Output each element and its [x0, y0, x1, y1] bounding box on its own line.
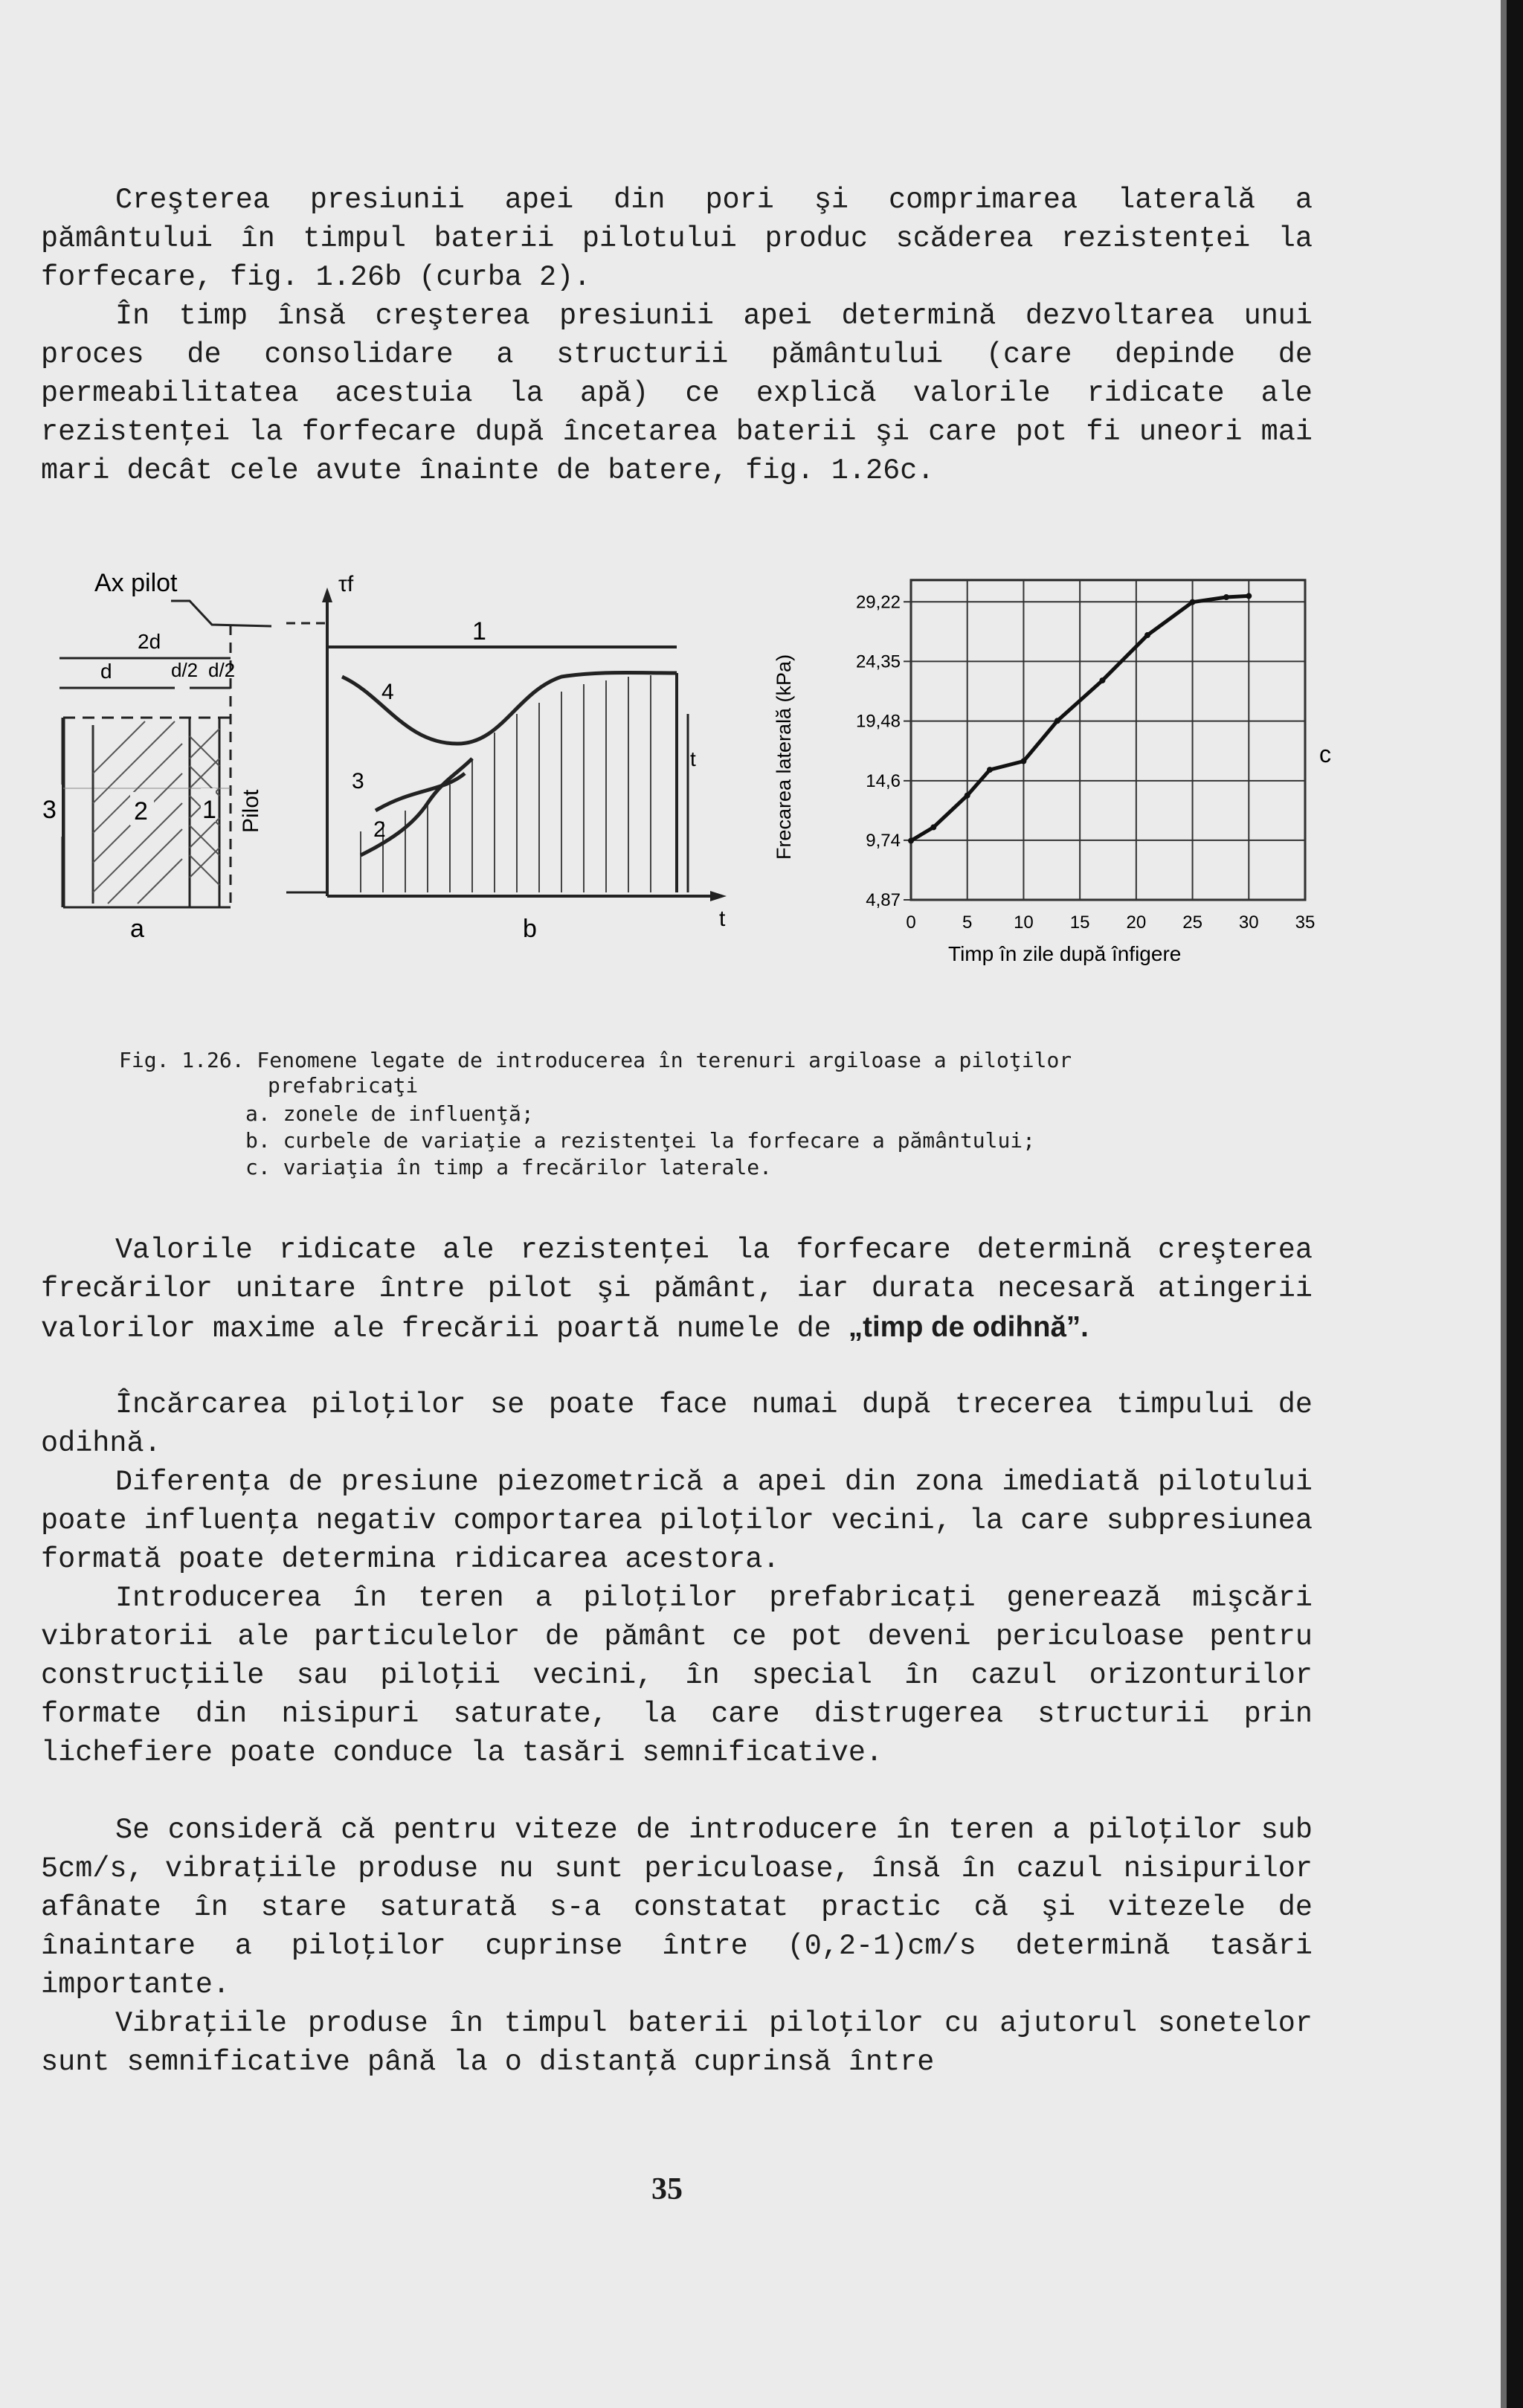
- data-point: [1054, 718, 1060, 724]
- zone-2-label: 2: [134, 797, 148, 825]
- data-point: [930, 824, 936, 830]
- caption-title-cont: prefabricaţi: [268, 1073, 419, 1098]
- data-point: [1144, 632, 1150, 638]
- x-tick-label: 5: [962, 912, 973, 933]
- y-tick-label: 9,74: [866, 830, 901, 851]
- data-point: [1020, 759, 1026, 764]
- y-tick-label: 29,22: [855, 592, 901, 613]
- panel-c-label: c: [1319, 741, 1331, 767]
- y-tick-label: 14,6: [866, 770, 901, 791]
- dim-2d: 2d: [138, 630, 161, 653]
- paragraph-3-text: Valorile ridicate ale rezistenţei la forfecare determină creşterea frecărilor unitare între pilot şi pământ, iar durata necesară atingerii valorilor maxime ale frecării poartă numele de: [41, 1234, 1313, 1345]
- paragraph-1: Creşterea presiunii apei din pori şi comprimarea laterală a pământului în timpul baterii pilotului produc scăderea rezistenţei la forfecare, fig. 1.26b (curba 2).: [41, 184, 1313, 294]
- paragraph-2: În timp însă creşterea presiunii apei determină dezvoltarea unui proces de consolidare a structurii pământului (care depinde de permeabilitatea acestuia la apă) ce explică valorile ridicate ale rezistenţei la forfecare după încetarea baterii şi care pot fi uneori mai mari decât cele avute înainte de batere, fig. 1.26c.: [41, 300, 1313, 487]
- x-tick-label: 10: [1014, 912, 1034, 933]
- figure-c-chart: [773, 580, 1331, 965]
- x-tick-label: 30: [1238, 912, 1259, 933]
- page-edge-shadow: [1501, 0, 1507, 2408]
- y-tick-label: 24,35: [855, 651, 901, 672]
- curve-1-label: 1: [472, 617, 486, 646]
- paragraph-5: Diferenţa de presiune piezometrică a apei din zona imediată pilotului poate influenţa negativ comportarea piloţilor vecini, la care subpresiunea formată poate determina ridicarea acestora.: [41, 1466, 1313, 1576]
- page-edge-border: [1507, 0, 1523, 2408]
- paragraph-3: [41, 1231, 1313, 1348]
- data-point: [1190, 599, 1196, 605]
- axis-pilot-label: Ax pilot: [94, 569, 178, 597]
- x-axis-label: Timp în zile după înfigere: [948, 942, 1182, 965]
- plot-frame: [911, 580, 1305, 900]
- data-point: [1099, 677, 1105, 683]
- page-number: 35: [651, 2172, 683, 2206]
- paragraph-4: Încărcarea piloţilor se poate face numai după trecerea timpului de odihnă.: [41, 1388, 1313, 1460]
- curve-3-label: 3: [352, 769, 364, 793]
- curve-4-label: 4: [381, 680, 394, 704]
- data-point: [908, 838, 914, 844]
- panel-b-label: b: [523, 915, 537, 943]
- x-tick-label: 15: [1069, 912, 1090, 933]
- figure-a-influence-zones: [41, 569, 271, 943]
- y-tick-label: 4,87: [866, 890, 901, 910]
- zone-3-label: 3: [42, 796, 57, 824]
- dim-d2b: d/2: [208, 659, 236, 681]
- pilot-label: Pilot: [239, 789, 263, 833]
- y-axis-label: Frecarea laterală (kPa): [773, 654, 795, 860]
- paragraph-7: Se consideră că pentru viteze de introducere în teren a piloţilor sub 5cm/s, vibraţiile produse nu sunt periculoase, însă în cazul nisipurilor afânate în stare saturată s-a constatat practic că şi vitezele de înaintare a piloţilor cuprinse între (0,2-1)cm/s determină tasări importante.: [41, 1814, 1313, 2001]
- x-tick-label: 25: [1182, 912, 1202, 933]
- panel-a-label: a: [130, 915, 144, 943]
- x-tick-label: 35: [1295, 912, 1316, 933]
- paragraph-6: Introducerea în teren a piloţilor prefabricaţi generează mişcări vibratorii ale particulelor de pământ ce pot deveni periculoase pentru construcţiile sau piloţii vecini, în special în cazul orizonturilor formate din nisipuri saturate, la care distrugerea structurii prin lichefiere poate conduce la tasări semnificative.: [41, 1582, 1313, 1769]
- x-tick-label: 0: [906, 912, 916, 933]
- figure-1-26: [41, 565, 1335, 982]
- t-axis-label: t: [719, 907, 726, 931]
- data-point: [1246, 593, 1252, 599]
- caption-item-a: a. zonele de influenţă;: [245, 1101, 534, 1126]
- y-tick-label: 19,48: [855, 711, 901, 732]
- dim-d: d: [100, 660, 112, 683]
- data-point: [1223, 594, 1229, 600]
- curve-2-label: 2: [373, 817, 386, 842]
- caption-title: Fig. 1.26. Fenomene legate de introducerea în terenuri argiloase a piloţilor: [119, 1048, 1072, 1072]
- data-point: [987, 767, 993, 773]
- figure-b-shear-strength-curves: [286, 572, 727, 943]
- data-point: [965, 793, 970, 799]
- zone-1-label: 1: [202, 796, 216, 824]
- tau-f-axis-label: τf: [338, 572, 354, 596]
- dim-d2: d/2: [171, 659, 199, 681]
- caption-item-c: c. variaţia în timp a frecărilor laterale.: [245, 1155, 773, 1179]
- x-tick-label: 20: [1126, 912, 1147, 933]
- paragraph-8: Vibraţiile produse în timpul baterii piloţilor cu ajutorul sonetelor sunt semnificative până la o distanţă cuprinsă între: [41, 2007, 1313, 2079]
- rest-time-term: „timp de odihnă”.: [848, 1311, 1089, 1343]
- caption-item-b: b. curbele de variaţie a rezistenţei la forfecare a pământului;: [245, 1128, 1036, 1153]
- t-interval-label: t: [690, 747, 696, 770]
